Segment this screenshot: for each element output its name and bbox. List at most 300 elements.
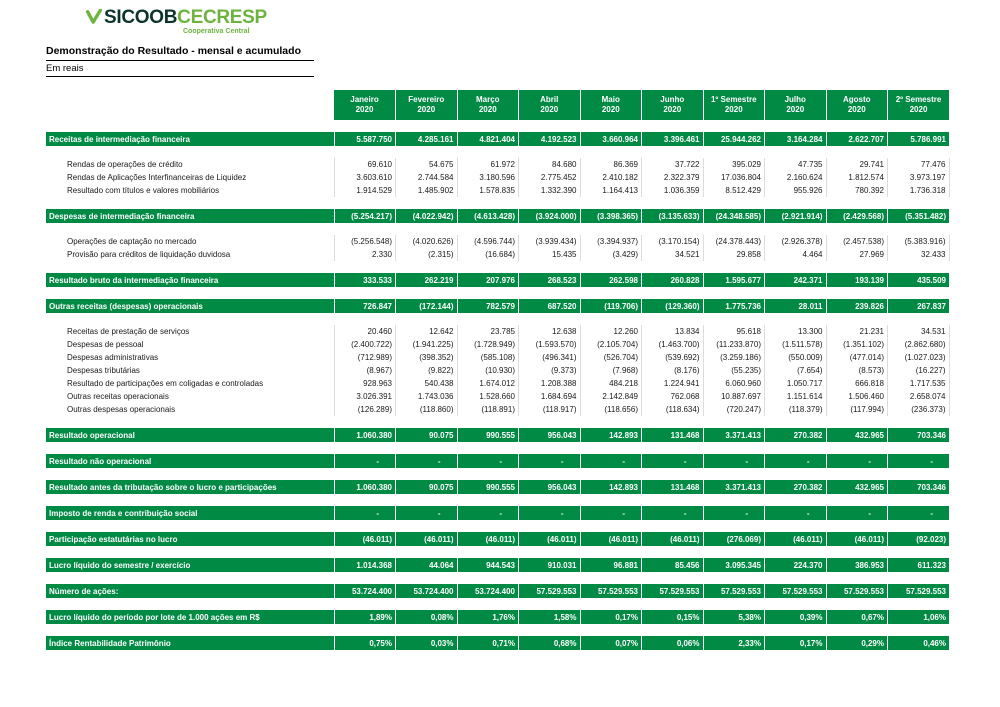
value-cell: 131.468 <box>642 428 704 442</box>
detail-row <box>46 158 949 171</box>
detail-row <box>46 364 949 377</box>
value-cell: 12.638 <box>519 325 581 338</box>
value-cell: 990.555 <box>457 428 519 442</box>
value-cell: 142.893 <box>580 480 642 494</box>
value-cell: - <box>396 506 458 520</box>
value-cell: (46.011) <box>519 532 581 546</box>
value-cell: 703.346 <box>888 480 950 494</box>
value-cell: 0,07% <box>580 636 642 650</box>
value-cell: (126.289) <box>334 403 396 416</box>
value-cell: - <box>888 506 950 520</box>
column-header-row <box>46 90 949 120</box>
column-year-label: 2020 <box>478 105 497 114</box>
value-cell: 262.598 <box>580 273 642 287</box>
section-row <box>46 558 949 572</box>
value-cell: 224.370 <box>765 558 827 572</box>
column-month-label: Janeiro <box>350 95 379 104</box>
value-cell: (398.352) <box>396 351 458 364</box>
value-cell: (129.360) <box>642 299 704 313</box>
value-cell: 3.396.461 <box>642 132 704 146</box>
value-cell: (118.656) <box>580 403 642 416</box>
corner-cell <box>46 90 334 120</box>
value-cell: (118.379) <box>765 403 827 416</box>
value-cell: (4.022.942) <box>396 209 458 223</box>
brand-wordmark <box>86 8 1000 27</box>
row-label: Resultado não operacional <box>46 454 334 468</box>
value-cell: 1.812.574 <box>826 171 888 184</box>
value-cell: - <box>334 506 396 520</box>
value-cell: 10.887.697 <box>703 390 765 403</box>
value-cell: 61.972 <box>457 158 519 171</box>
row-label: Imposto de renda e contribuição social <box>46 506 334 520</box>
value-cell: (46.011) <box>826 532 888 546</box>
value-cell: (3.170.154) <box>642 235 704 248</box>
value-cell: 3.603.610 <box>334 171 396 184</box>
row-spacer <box>46 468 949 480</box>
value-cell: (712.989) <box>334 351 396 364</box>
detail-row <box>46 171 949 184</box>
section-row <box>46 480 949 494</box>
row-spacer <box>46 624 949 636</box>
row-label: Rendas de operações de crédito <box>46 158 334 171</box>
column-year-label: 2020 <box>786 105 805 114</box>
value-cell: 395.029 <box>703 158 765 171</box>
column-header-1-semestre <box>703 90 765 120</box>
table-header <box>46 90 949 120</box>
row-label: Resultado bruto da intermediação financeira <box>46 273 334 287</box>
column-month-label: Maio <box>601 95 620 104</box>
value-cell: (2.105.704) <box>580 338 642 351</box>
value-cell: 90.075 <box>396 428 458 442</box>
value-cell: 2.142.849 <box>580 390 642 403</box>
value-cell: (9.373) <box>519 364 581 377</box>
value-cell: 12.260 <box>580 325 642 338</box>
row-label: Despesas de pessoal <box>46 338 334 351</box>
value-cell: (585.108) <box>457 351 519 364</box>
value-cell: 3.371.413 <box>703 480 765 494</box>
value-cell: 25.944.262 <box>703 132 765 146</box>
value-cell: 1.717.535 <box>888 377 950 390</box>
value-cell: 69.610 <box>334 158 396 171</box>
detail-row <box>46 235 949 248</box>
row-label: Número de ações: <box>46 584 334 598</box>
row-label: Resultado operacional <box>46 428 334 442</box>
value-cell: (3.398.365) <box>580 209 642 223</box>
value-cell: (46.011) <box>396 532 458 546</box>
value-cell: 28.011 <box>765 299 827 313</box>
section-row <box>46 610 949 624</box>
value-cell: 13.300 <box>765 325 827 338</box>
value-cell: (9.822) <box>396 364 458 377</box>
value-cell: (526.704) <box>580 351 642 364</box>
value-cell: 5.786.991 <box>888 132 950 146</box>
value-cell: (1.728.949) <box>457 338 519 351</box>
row-spacer <box>46 598 949 610</box>
row-label: Participação estatutárias no lucro <box>46 532 334 546</box>
value-cell: 1.674.012 <box>457 377 519 390</box>
value-cell: 956.043 <box>519 428 581 442</box>
value-cell: (16.227) <box>888 364 950 377</box>
value-cell: 270.382 <box>765 480 827 494</box>
value-cell: 47.735 <box>765 158 827 171</box>
value-cell: 3.180.596 <box>457 171 519 184</box>
value-cell: (24.378.443) <box>703 235 765 248</box>
value-cell: 57.529.553 <box>765 584 827 598</box>
value-cell: (8.573) <box>826 364 888 377</box>
brand-suffix: CECRESP <box>177 7 267 28</box>
column-year-label: 2020 <box>724 105 743 114</box>
value-cell: - <box>457 454 519 468</box>
value-cell: 5,38% <box>703 610 765 624</box>
value-cell: (8.176) <box>642 364 704 377</box>
column-month-label: Abril <box>540 95 559 104</box>
value-cell: (2.921.914) <box>765 209 827 223</box>
value-cell: 131.468 <box>642 480 704 494</box>
value-cell: 84.680 <box>519 158 581 171</box>
value-cell: 0,46% <box>888 636 950 650</box>
value-cell: 484.218 <box>580 377 642 390</box>
value-cell: 1.208.388 <box>519 377 581 390</box>
value-cell: 4.285.161 <box>396 132 458 146</box>
column-header-fevereiro <box>396 90 458 120</box>
value-cell: 96.881 <box>580 558 642 572</box>
value-cell: (46.011) <box>642 532 704 546</box>
row-label: Despesas tributárias <box>46 364 334 377</box>
value-cell: 3.095.345 <box>703 558 765 572</box>
value-cell: 928.963 <box>334 377 396 390</box>
value-cell: (10.930) <box>457 364 519 377</box>
value-cell: 23.785 <box>457 325 519 338</box>
table-body <box>46 120 949 650</box>
value-cell: (92.023) <box>888 532 950 546</box>
value-cell: 44.064 <box>396 558 458 572</box>
value-cell: (4.613.428) <box>457 209 519 223</box>
value-cell: - <box>888 454 950 468</box>
value-cell: 782.579 <box>457 299 519 313</box>
value-cell: (5.256.548) <box>334 235 396 248</box>
value-cell: 270.382 <box>765 428 827 442</box>
value-cell: (7.654) <box>765 364 827 377</box>
value-cell: - <box>703 506 765 520</box>
value-cell: (5.351.482) <box>888 209 950 223</box>
row-label: Outras receitas (despesas) operacionais <box>46 299 334 313</box>
value-cell: (5.254.217) <box>334 209 396 223</box>
row-label: Receitas de prestação de serviços <box>46 325 334 338</box>
value-cell: 32.433 <box>888 248 950 261</box>
row-label: Operações de captação no mercado <box>46 235 334 248</box>
value-cell: 239.826 <box>826 299 888 313</box>
column-header-2-semestre <box>888 90 950 120</box>
value-cell: 1.050.717 <box>765 377 827 390</box>
detail-row <box>46 403 949 416</box>
unit-label: Em reais <box>46 61 314 77</box>
value-cell: 0,75% <box>334 636 396 650</box>
value-cell: (2.926.378) <box>765 235 827 248</box>
value-cell: 90.075 <box>396 480 458 494</box>
value-cell: 1,89% <box>334 610 396 624</box>
row-spacer <box>46 442 949 454</box>
value-cell: 687.520 <box>519 299 581 313</box>
value-cell: (46.011) <box>765 532 827 546</box>
value-cell: 1.060.380 <box>334 428 396 442</box>
value-cell: 57.529.553 <box>642 584 704 598</box>
value-cell: (539.692) <box>642 351 704 364</box>
column-year-label: 2020 <box>909 105 928 114</box>
value-cell: 53.724.400 <box>396 584 458 598</box>
row-spacer <box>46 313 949 325</box>
value-cell: 53.724.400 <box>334 584 396 598</box>
value-cell: 3.026.391 <box>334 390 396 403</box>
value-cell: - <box>765 506 827 520</box>
value-cell: (2.862.680) <box>888 338 950 351</box>
section-row <box>46 299 949 313</box>
value-cell: 1.151.614 <box>765 390 827 403</box>
column-month-label: 2º Semestre <box>895 95 942 104</box>
detail-row <box>46 377 949 390</box>
value-cell: (4.020.626) <box>396 235 458 248</box>
column-year-label: 2020 <box>601 105 620 114</box>
value-cell: (1.511.578) <box>765 338 827 351</box>
value-cell: 2.410.182 <box>580 171 642 184</box>
value-cell: 0,08% <box>396 610 458 624</box>
value-cell: 1.506.460 <box>826 390 888 403</box>
column-year-label: 2020 <box>355 105 374 114</box>
value-cell: 27.969 <box>826 248 888 261</box>
value-cell: 2.744.584 <box>396 171 458 184</box>
value-cell: (8.967) <box>334 364 396 377</box>
value-cell: 435.509 <box>888 273 950 287</box>
detail-row <box>46 248 949 261</box>
value-cell: 2,33% <box>703 636 765 650</box>
detail-row <box>46 390 949 403</box>
value-cell: 2.160.624 <box>765 171 827 184</box>
section-row <box>46 273 949 287</box>
value-cell: 432.965 <box>826 480 888 494</box>
value-cell: (3.394.937) <box>580 235 642 248</box>
value-cell: (118.917) <box>519 403 581 416</box>
value-cell: (119.706) <box>580 299 642 313</box>
detail-row <box>46 184 949 197</box>
value-cell: 262.219 <box>396 273 458 287</box>
row-label: Lucro líquido do período por lote de 1.000 ações em R$ <box>46 610 334 624</box>
value-cell: 57.529.553 <box>580 584 642 598</box>
value-cell: (24.348.585) <box>703 209 765 223</box>
column-header-mar-o <box>457 90 519 120</box>
value-cell: 2.775.452 <box>519 171 581 184</box>
row-spacer <box>46 416 949 428</box>
value-cell: 53.724.400 <box>457 584 519 598</box>
value-cell: 15.435 <box>519 248 581 261</box>
value-cell: 726.847 <box>334 299 396 313</box>
row-label: Provisão para créditos de liquidação duvidosa <box>46 248 334 261</box>
section-row <box>46 132 949 146</box>
value-cell: - <box>334 454 396 468</box>
value-cell: - <box>580 506 642 520</box>
detail-row <box>46 338 949 351</box>
value-cell: 20.460 <box>334 325 396 338</box>
row-label: Resultado de participações em coligadas e controladas <box>46 377 334 390</box>
value-cell: (2.400.722) <box>334 338 396 351</box>
row-label: Outras despesas operacionais <box>46 403 334 416</box>
column-header-julho <box>765 90 827 120</box>
row-spacer <box>46 197 949 209</box>
value-cell: 54.675 <box>396 158 458 171</box>
value-cell: 57.529.553 <box>826 584 888 598</box>
value-cell: 0,67% <box>826 610 888 624</box>
value-cell: 1,76% <box>457 610 519 624</box>
value-cell: 0,15% <box>642 610 704 624</box>
value-cell: 2.322.379 <box>642 171 704 184</box>
section-row <box>46 506 949 520</box>
value-cell: 1.060.380 <box>334 480 396 494</box>
value-cell: (55.235) <box>703 364 765 377</box>
value-cell: 1.528.660 <box>457 390 519 403</box>
value-cell: 4.192.523 <box>519 132 581 146</box>
value-cell: 29.858 <box>703 248 765 261</box>
value-cell: (16.684) <box>457 248 519 261</box>
value-cell: 0,71% <box>457 636 519 650</box>
value-cell: - <box>519 506 581 520</box>
value-cell: 95.618 <box>703 325 765 338</box>
section-row <box>46 584 949 598</box>
column-month-label: Fevereiro <box>408 95 445 104</box>
value-cell: (46.011) <box>334 532 396 546</box>
value-cell: 2.330 <box>334 248 396 261</box>
value-cell: - <box>519 454 581 468</box>
value-cell: 86.369 <box>580 158 642 171</box>
value-cell: 8.512.429 <box>703 184 765 197</box>
brand-logo <box>86 8 1000 35</box>
value-cell: 4.821.404 <box>457 132 519 146</box>
value-cell: (2.457.538) <box>826 235 888 248</box>
value-cell: 1.775.736 <box>703 299 765 313</box>
value-cell: 1.036.359 <box>642 184 704 197</box>
value-cell: 910.031 <box>519 558 581 572</box>
row-spacer <box>46 287 949 299</box>
value-cell: - <box>826 506 888 520</box>
value-cell: 1.578.835 <box>457 184 519 197</box>
value-cell: (1.463.700) <box>642 338 704 351</box>
value-cell: (236.373) <box>888 403 950 416</box>
value-cell: 242.371 <box>765 273 827 287</box>
value-cell: 1.595.677 <box>703 273 765 287</box>
value-cell: - <box>457 506 519 520</box>
column-year-label: 2020 <box>847 105 866 114</box>
column-month-label: Março <box>475 95 500 104</box>
value-cell: (1.027.023) <box>888 351 950 364</box>
row-label: Receitas de intermediação financeira <box>46 132 334 146</box>
value-cell: (720.247) <box>703 403 765 416</box>
value-cell: (477.014) <box>826 351 888 364</box>
value-cell: 3.164.284 <box>765 132 827 146</box>
value-cell: (1.351.102) <box>826 338 888 351</box>
row-spacer <box>46 520 949 532</box>
value-cell: 21.231 <box>826 325 888 338</box>
value-cell: 2.622.707 <box>826 132 888 146</box>
row-spacer <box>46 223 949 235</box>
value-cell: 1,06% <box>888 610 950 624</box>
value-cell: 4.464 <box>765 248 827 261</box>
value-cell: (117.994) <box>826 403 888 416</box>
row-spacer <box>46 146 949 158</box>
section-row <box>46 532 949 546</box>
column-month-label: 1º Semestre <box>710 95 757 104</box>
value-cell: 386.953 <box>826 558 888 572</box>
value-cell: (1.941.225) <box>396 338 458 351</box>
value-cell: 77.476 <box>888 158 950 171</box>
column-month-label: Agosto <box>842 95 871 104</box>
value-cell: (3.429) <box>580 248 642 261</box>
value-cell: (3.939.434) <box>519 235 581 248</box>
document-title: Demonstração do Resultado - mensal e acumulado <box>46 45 314 61</box>
value-cell: 267.837 <box>888 299 950 313</box>
value-cell: 780.392 <box>826 184 888 197</box>
value-cell: 142.893 <box>580 428 642 442</box>
value-cell: (2.315) <box>396 248 458 261</box>
value-cell: 34.521 <box>642 248 704 261</box>
value-cell: 1.684.694 <box>519 390 581 403</box>
detail-row <box>46 351 949 364</box>
row-spacer <box>46 572 949 584</box>
value-cell: 5.587.750 <box>334 132 396 146</box>
value-cell: 57.529.553 <box>888 584 950 598</box>
value-cell: 37.722 <box>642 158 704 171</box>
value-cell: 3.973.197 <box>888 171 950 184</box>
value-cell: (46.011) <box>580 532 642 546</box>
value-cell: 432.965 <box>826 428 888 442</box>
value-cell: 703.346 <box>888 428 950 442</box>
column-header-junho <box>642 90 704 120</box>
value-cell: 1.914.529 <box>334 184 396 197</box>
value-cell: 57.529.553 <box>519 584 581 598</box>
value-cell: (46.011) <box>457 532 519 546</box>
value-cell: (3.924.000) <box>519 209 581 223</box>
value-cell: (118.860) <box>396 403 458 416</box>
value-cell: 666.818 <box>826 377 888 390</box>
column-header-abril <box>519 90 581 120</box>
value-cell: (4.596.744) <box>457 235 519 248</box>
value-cell: 990.555 <box>457 480 519 494</box>
value-cell: - <box>642 454 704 468</box>
section-row <box>46 454 949 468</box>
column-header-janeiro <box>334 90 396 120</box>
value-cell: - <box>826 454 888 468</box>
row-spacer <box>46 494 949 506</box>
column-month-label: Junho <box>660 95 685 104</box>
value-cell: (496.341) <box>519 351 581 364</box>
value-cell: - <box>765 454 827 468</box>
value-cell: 956.043 <box>519 480 581 494</box>
value-cell: 0,17% <box>580 610 642 624</box>
section-row <box>46 209 949 223</box>
value-cell: 0,68% <box>519 636 581 650</box>
row-label: Resultado antes da tributação sobre o lucro e participações <box>46 480 334 494</box>
value-cell: 2.658.074 <box>888 390 950 403</box>
value-cell: 207.976 <box>457 273 519 287</box>
value-cell: (172.144) <box>396 299 458 313</box>
value-cell: 57.529.553 <box>703 584 765 598</box>
detail-row <box>46 325 949 338</box>
value-cell: 193.139 <box>826 273 888 287</box>
value-cell: (11.233.870) <box>703 338 765 351</box>
column-year-label: 2020 <box>540 105 559 114</box>
brand-tagline: Cooperativa Central <box>183 28 250 35</box>
value-cell: (276.069) <box>703 532 765 546</box>
row-label: Índice Rentabilidade Patrimônio <box>46 636 334 650</box>
value-cell: 0,06% <box>642 636 704 650</box>
value-cell: 268.523 <box>519 273 581 287</box>
section-row <box>46 428 949 442</box>
